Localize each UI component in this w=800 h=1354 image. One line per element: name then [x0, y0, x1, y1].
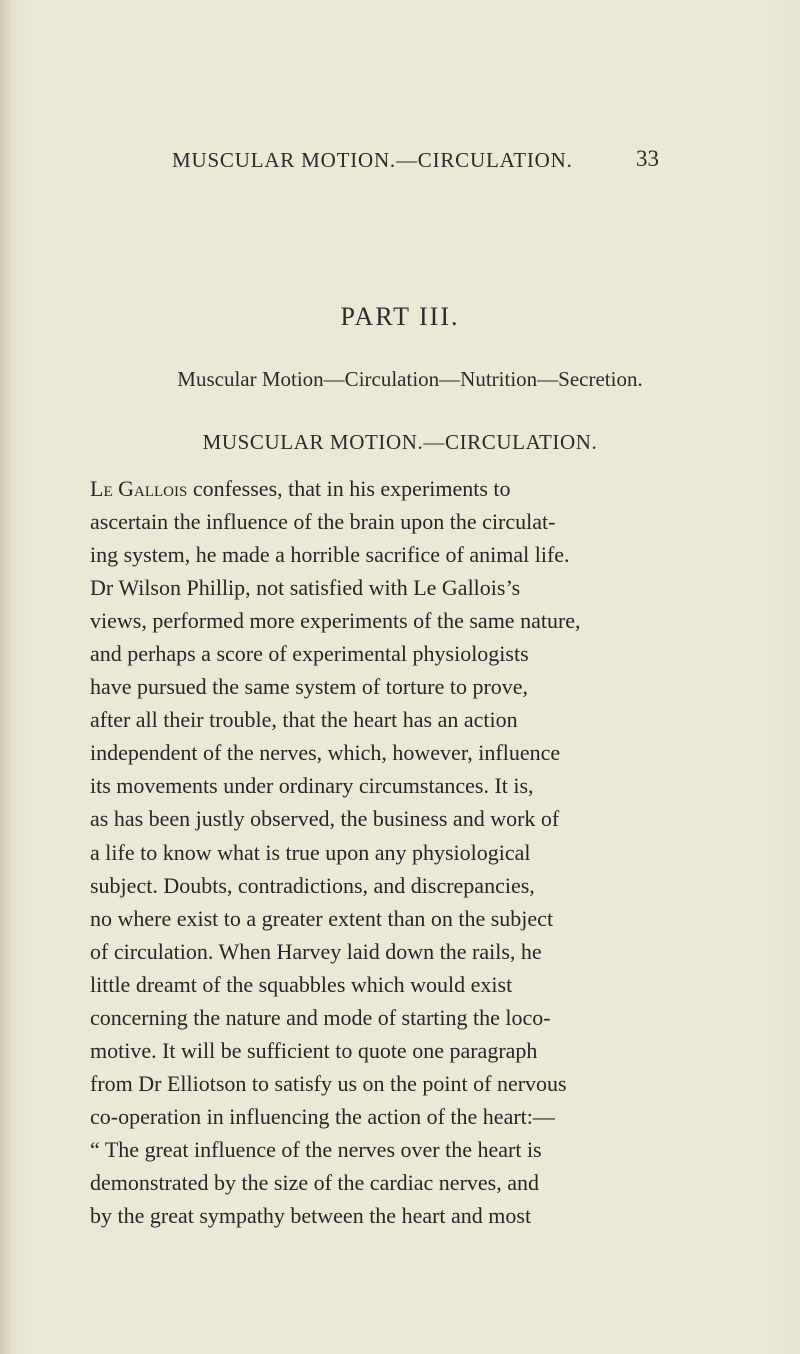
body-line: after all their trouble, that the heart has an action — [90, 707, 518, 733]
body-line-text: confesses, that in his experiments to — [187, 476, 511, 501]
body-line: views, performed more experiments of the same nature, — [90, 608, 581, 634]
body-line: and perhaps a score of experimental physiologists — [90, 641, 529, 667]
page-number: 33 — [636, 146, 659, 171]
section-heading: MUSCULAR MOTION.—CIRCULATION. — [202, 430, 598, 454]
running-head: MUSCULAR MOTION.—CIRCULATION. — [172, 148, 573, 172]
body-line: Dr Wilson Phillip, not satisfied with Le Gallois’s — [90, 575, 521, 601]
body-line: its movements under ordinary circumstances. It is, — [90, 773, 534, 799]
body-line: by the great sympathy between the heart and most — [90, 1203, 532, 1229]
body-line: from Dr Elliotson to satisfy us on the point of nervous — [90, 1070, 567, 1096]
body-line: no where exist to a greater extent than on the subject — [90, 905, 554, 931]
body-line: ascertain the influence of the brain upon the circulat- — [90, 509, 556, 535]
body-line — [90, 472, 790, 505]
body-line: motive. It will be sufficient to quote one paragraph — [90, 1037, 538, 1063]
body-line: “ The great influence of the nerves over the heart is — [90, 1136, 542, 1162]
body-line: co-operation in influencing the action of the heart:— — [90, 1103, 555, 1129]
page-gutter — [0, 0, 10, 1354]
body-line: little dreamt of the squabbles which would exist — [90, 971, 513, 997]
body-line: demonstrated by the size of the cardiac nerves, and — [90, 1169, 539, 1195]
body-line: ing system, he made a horrible sacrifice of animal life. — [90, 542, 570, 568]
body-line: have pursued the same system of torture to prove, — [90, 674, 529, 700]
lead-in-smallcaps: Le Gallois — [90, 476, 188, 501]
part-title: PART III. — [340, 302, 460, 331]
body-line: concerning the nature and mode of starting the loco- — [90, 1004, 551, 1030]
part-subtitle: Muscular Motion—Circulation—Nutrition—Secretion. — [177, 367, 643, 391]
body-line: of circulation. When Harvey laid down the rails, he — [90, 938, 542, 964]
body-line: a life to know what is true upon any physiological — [90, 839, 531, 865]
body-line: independent of the nerves, which, however, influence — [90, 740, 561, 766]
body-text — [90, 472, 790, 1232]
body-line: subject. Doubts, contradictions, and discrepancies, — [90, 872, 535, 898]
body-line: as has been justly observed, the business and work of — [90, 806, 560, 832]
